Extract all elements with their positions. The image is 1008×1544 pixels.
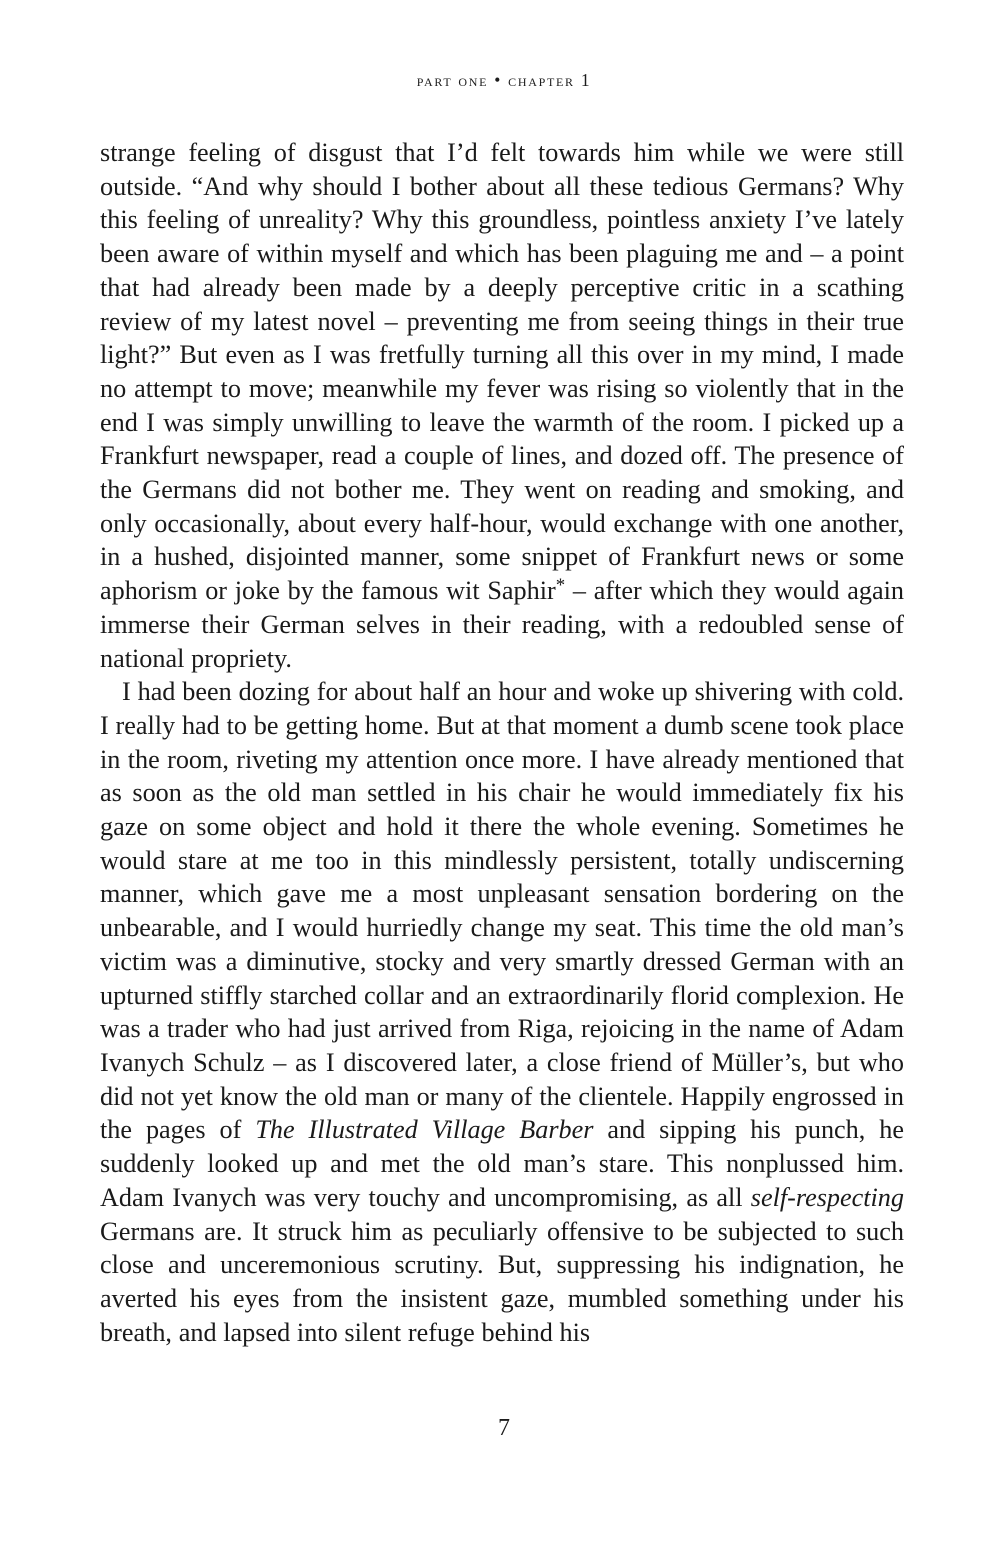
- italic-text: The Illustrated Village Barber: [255, 1115, 594, 1145]
- italic-text: self-respecting: [750, 1182, 904, 1212]
- body-text-run: I had been dozing for about half an hour and woke up shivering with cold. I really had to be getting home. But at that moment a dumb scene took place in the room, riveting my attention once more. I have already mentioned that as soon as the old man settled in his chair he would immediately fix his gaze on some object and hold it there the whole evening. Sometimes he would stare at me too in this mindlessly persistent, totally undiscerning manner, which gave me a most unpleasant sensation bordering on the unbearable, and I would hurriedly change my seat. This time the old man’s victim was a diminutive, stocky and very smartly dressed German with an upturned stiffly starched collar and an extraordinarily florid complexion. He was a trader who had just arrived from Riga, rejoicing in the name of Adam Ivanych Schulz – as I discovered later, a close friend of Müller’s, but who did not yet know the old man or many of the clientele. Happily engrossed in the pages of: [100, 677, 904, 1145]
- body-text-run: – after which they would again immerse their German selves in their reading, with a redoubled sense of national propriety.: [100, 576, 904, 673]
- paragraph-continued: [100, 136, 904, 675]
- body-text-run: and sipping his punch, he suddenly looked up and met the old man’s stare. This nonplussed him. Adam Ivanych was very touchy and uncompromising, as all: [100, 1115, 904, 1212]
- page-number: [0, 1415, 1008, 1442]
- page-number-text: 7: [498, 1415, 510, 1441]
- body-text-block: [100, 136, 904, 1349]
- footnote-marker: *: [555, 575, 566, 597]
- paragraph-dozing: [100, 675, 904, 1349]
- running-head: [0, 70, 1008, 91]
- running-head-text: part one • chapter 1: [416, 70, 592, 90]
- body-text-run: Germans are. It struck him as peculiarly offensive to be subjected to such close and unceremonious scrutiny. But, suppressing his indignation, he averted his eyes from the insistent gaze, mumbled something under his breath, and lapsed into silent refuge behind his: [100, 1216, 904, 1347]
- body-text-run: strange feeling of disgust that I’d felt towards him while we were still outside. “And why should I bother about all these tedious Germans? Why this feeling of unreality? Why this groundless, pointless anxiety I’ve lately been aware of within myself and which has been plaguing me and – a point that had already been made by a deeply perceptive critic in a scathing review of my latest novel – preventing me from seeing things in their true light?” But even as I was fretfully turning all this over in my mind, I made no attempt to move; meanwhile my fever was rising so violently that in the end I was simply unwilling to leave the warmth of the room. I picked up a Frankfurt newspaper, read a couple of lines, and dozed off. The presence of the Germans did not bother me. They went on reading and smoking, and only occasionally, about every half-hour, would exchange with one another, in a hushed, disjointed manner, some snippet of Frankfurt news or some aphorism or joke by the famous wit Saphir: [100, 138, 904, 606]
